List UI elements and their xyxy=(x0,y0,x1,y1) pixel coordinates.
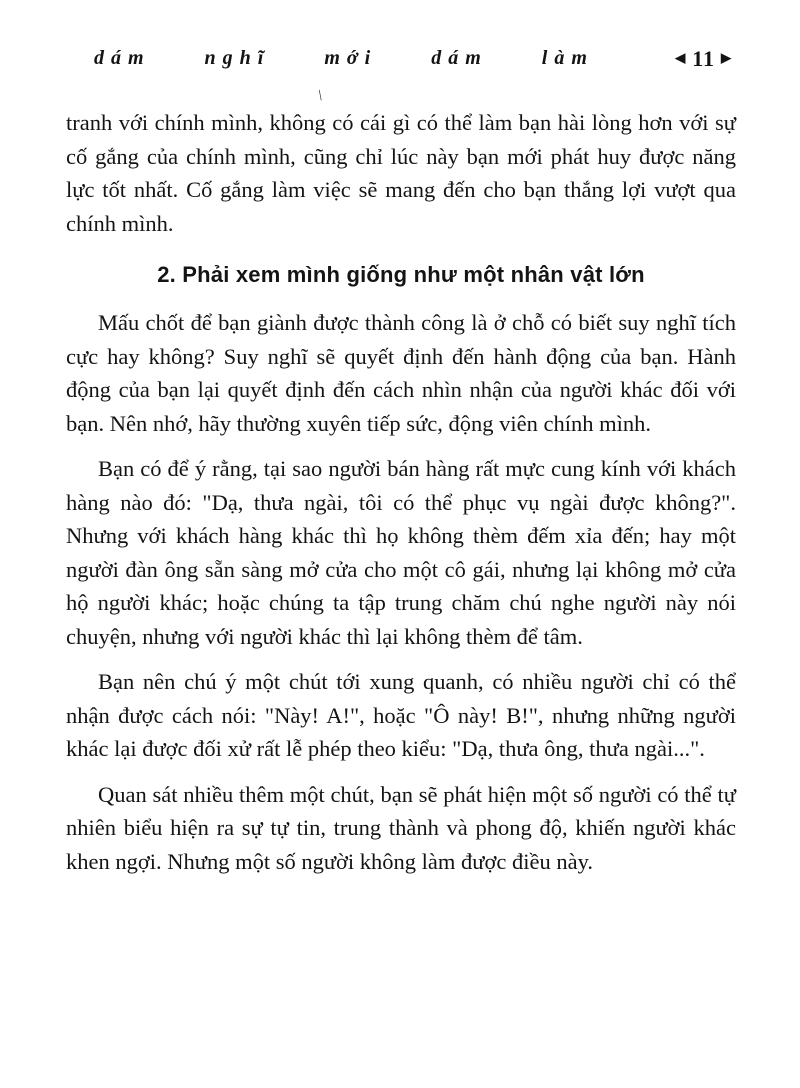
running-header-title: dám nghĩ mới dám làm xyxy=(94,46,594,69)
paragraph-continuation: tranh với chính mình, không có cái gì có thể làm bạn hài lòng hơn với sự cố gắng của chính mình, cũng chỉ lúc này bạn mới phát huy được năng lực tốt nhất. Cố gắng làm việc sẽ mang đến cho bạn thắng lợi vượt qua chính mình. xyxy=(66,110,736,236)
page-number: 11 xyxy=(692,46,715,71)
page-marker xyxy=(675,46,732,72)
right-triangle-icon: ▶ xyxy=(721,49,732,65)
paragraph: Quan sát nhiều thêm một chút, bạn sẽ phát hiện một số người có thể tự nhiên biểu hiện ra sự tự tin, trung thành và phong độ, khiến người khác khen ngợi. Nhưng một số người không làm được điều này. xyxy=(66,781,736,874)
page-body xyxy=(66,106,736,878)
paragraph: Bạn có để ý rằng, tại sao người bán hàng rất mực cung kính với khách hàng nào đó: "Dạ, thưa ngài, tôi có thể phục vụ ngài được không?". Nhưng với khách hàng khác thì họ không thèm đếm xỉa đến; hay một người đàn ông sẵn sàng mở cửa cho một cô gái, nhưng lại không mở cửa hộ người khác; hoặc chúng ta tập trung chăm chú nghe người này nói chuyện, nhưng với người khác thì lại không thèm để tâm. xyxy=(66,456,736,649)
paragraph: Mấu chốt để bạn giành được thành công là ở chỗ có biết suy nghĩ tích cực hay không? Suy nghĩ sẽ quyết định đến hành động của bạn. Hành động của bạn lại quyết định đến cách nhìn nhận của người khác đối với bạn. Nên nhớ, hãy thường xuyên tiếp sức, động viên chính mình. xyxy=(66,310,736,436)
section-heading: 2. Phải xem mình giống như một nhân vật lớn xyxy=(157,262,645,287)
left-triangle-icon: ◀ xyxy=(675,49,687,65)
paragraph: Bạn nên chú ý một chút tới xung quanh, có nhiều người chỉ có thể nhận được cách nói: "Này! A!", hoặc "Ô này! B!", nhưng những người khác lại được đối xử rất lễ phép theo kiểu: "Dạ, thưa ông, thưa ngài...". xyxy=(66,669,736,761)
running-header xyxy=(94,46,732,72)
scan-artifact-mark: \ xyxy=(316,87,324,105)
